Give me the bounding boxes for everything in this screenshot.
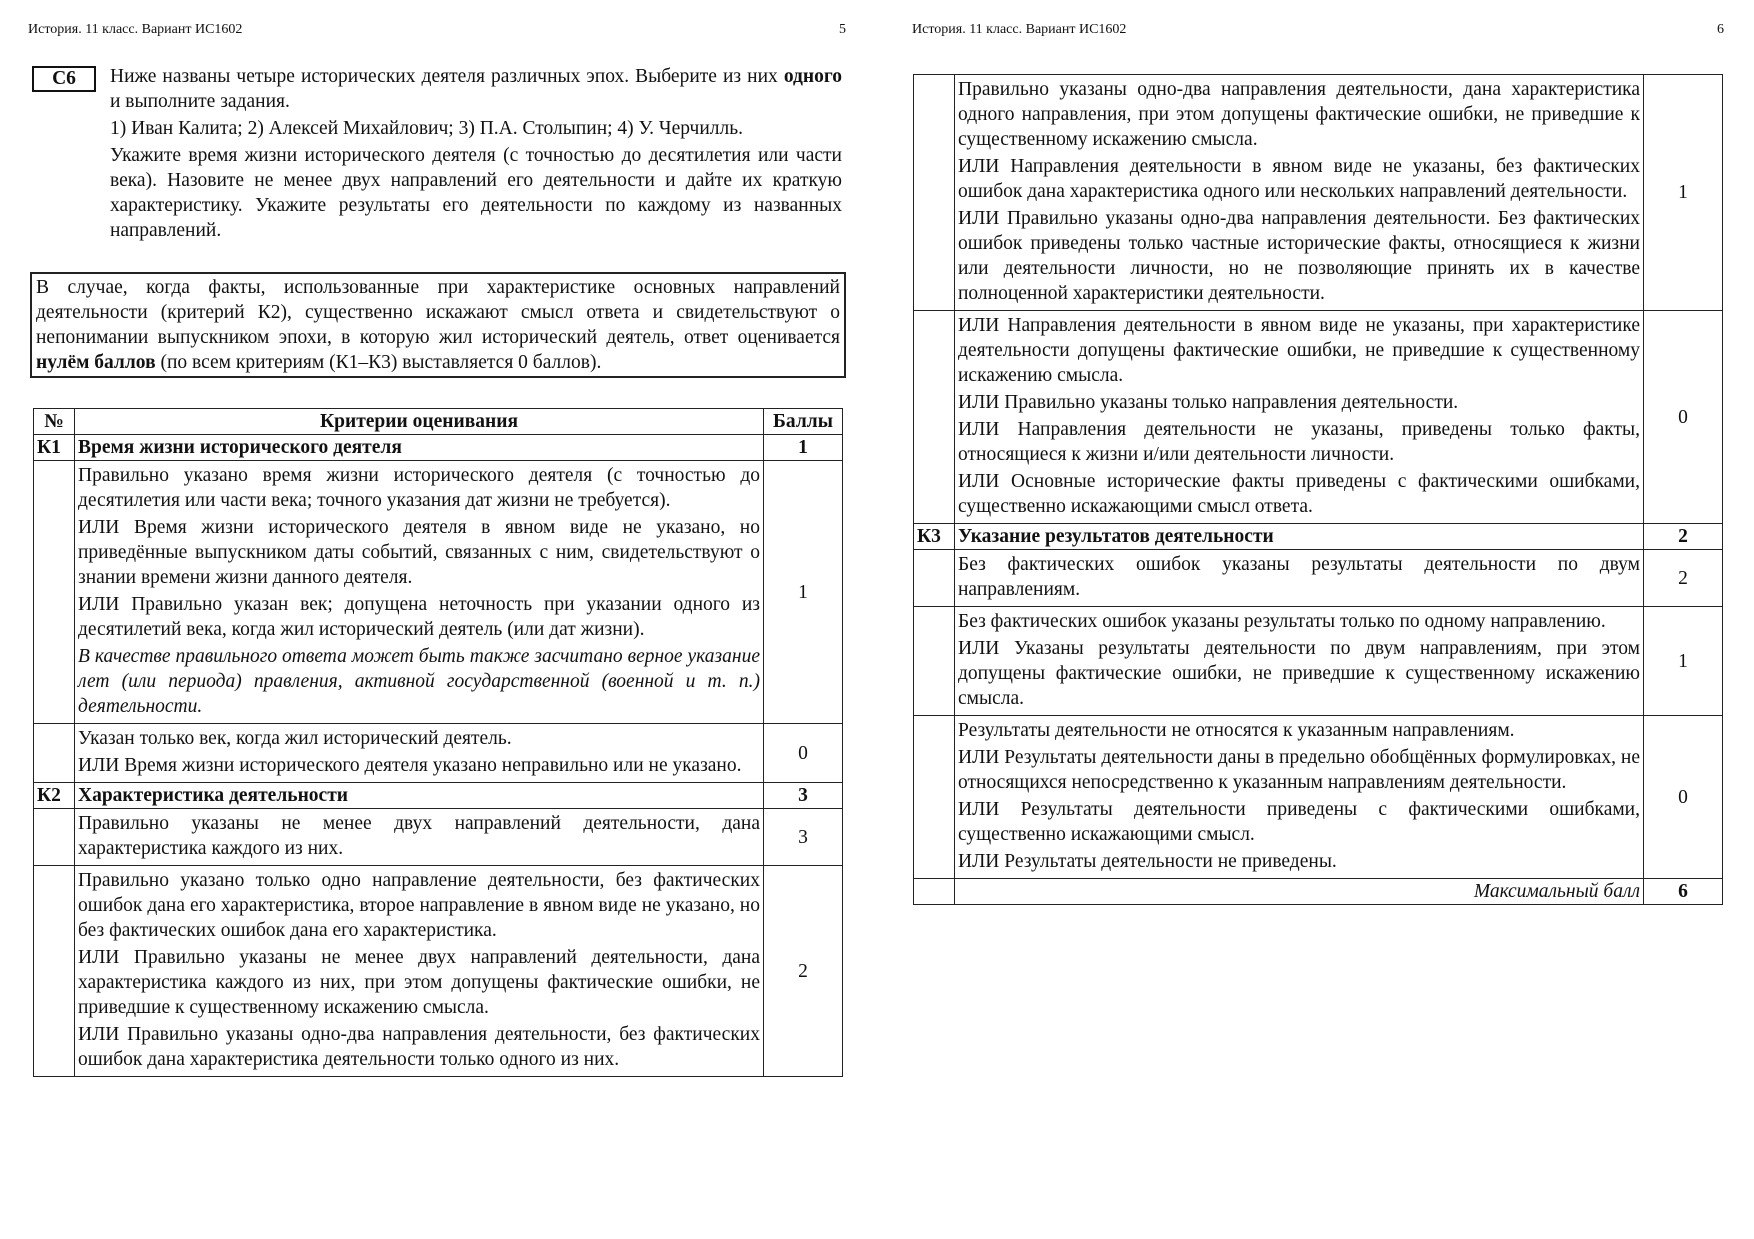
criterion-section-row — [34, 783, 843, 809]
criterion-paragraph: Правильно указаны одно-два направления деятельности, дана характеристика одного направления, при этом допущены фактические ошибки, не приведшие к существенному искажению смысла. — [958, 79, 1640, 150]
criterion-paragraph: Указан только век, когда жил исторический деятель. — [78, 728, 512, 749]
page-number: 5 — [839, 22, 846, 37]
criterion-row — [914, 716, 1723, 879]
criterion-title: Характеристика деятельности — [75, 783, 764, 809]
criterion-paragraph: ИЛИ Результаты деятельности даны в предельно обобщённых формулировках, не относящихся непосредственно к указанным направлениям деятельности. — [958, 747, 1640, 793]
criterion-row — [34, 809, 843, 866]
empty-cell — [914, 550, 955, 607]
criterion-code: К1 — [34, 435, 75, 461]
criterion-paragraph: ИЛИ Правильно указаны не менее двух направлений деятельности, дана характеристика каждого из них, при этом допущены фактические ошибки, не приведшие к существенному искажению смысла. — [78, 947, 760, 1018]
criterion-paragraph: Результаты деятельности не относятся к указанным направлениям. — [958, 720, 1515, 741]
criterion-max-score: 3 — [764, 783, 843, 809]
running-head-title: История. 11 класс. Вариант ИС1602 — [912, 22, 1127, 37]
criterion-title: Указание результатов деятельности — [955, 524, 1644, 550]
criteria-table — [33, 408, 843, 1077]
running-head-title: История. 11 класс. Вариант ИС1602 — [28, 22, 243, 37]
empty-cell — [34, 724, 75, 783]
col-score-header: Баллы — [764, 409, 843, 435]
criterion-section-row — [914, 524, 1723, 550]
max-score-label: Максимальный балл — [955, 879, 1644, 905]
criterion-description — [955, 550, 1644, 607]
running-head — [912, 22, 1724, 38]
criterion-score: 1 — [764, 461, 843, 724]
criterion-description — [955, 311, 1644, 524]
criterion-row — [914, 607, 1723, 716]
criterion-section-row — [34, 435, 843, 461]
criterion-paragraph: ИЛИ Время жизни исторического деятеля в явном виде не указано, но приведённые выпускником даты событий, связанных с ним, свидетельствуют о знании времени жизни данного деятеля. — [78, 517, 760, 588]
running-head — [28, 22, 846, 38]
note-text: В случае, когда факты, использованные при характеристике основных направлений деятельности (критерий К2), существенно искажают смысл ответа и свидетельствуют о непонимании выпускником эпохи, в которую жил исторический деятель, ответ оценивается — [36, 277, 840, 348]
empty-cell — [914, 716, 955, 879]
empty-cell — [34, 461, 75, 724]
criterion-paragraph: Без фактических ошибок указаны результаты деятельности по двум направлениям. — [958, 554, 1640, 600]
criterion-paragraph: ИЛИ Правильно указаны только направления деятельности. — [958, 392, 1459, 413]
criterion-code: К2 — [34, 783, 75, 809]
criterion-score: 3 — [764, 809, 843, 866]
note-bold: нулём баллов — [36, 352, 156, 373]
task-code: С6 — [32, 66, 96, 92]
criterion-score: 2 — [1644, 550, 1723, 607]
criterion-paragraph: ИЛИ Результаты деятельности не приведены. — [958, 851, 1337, 872]
criterion-row — [34, 461, 843, 724]
criterion-code: К3 — [914, 524, 955, 550]
empty-cell — [914, 607, 955, 716]
criterion-row — [914, 311, 1723, 524]
criterion-paragraph: Правильно указаны не менее двух направлений деятельности, дана характеристика каждого из них. — [78, 813, 760, 859]
criterion-row — [914, 550, 1723, 607]
criterion-row — [914, 75, 1723, 311]
criterion-paragraph: ИЛИ Правильно указаны одно-два направления деятельности, без фактических ошибок дана характеристика деятельности только одного из них. — [78, 1024, 760, 1070]
page-number: 6 — [1717, 22, 1724, 37]
criterion-score: 0 — [1644, 311, 1723, 524]
criterion-paragraph: Правильно указано время жизни исторического деятеля (с точностью до десятилетия или части века; точного указания дат жизни не требуется). — [78, 465, 760, 511]
task-instructions: Укажите время жизни исторического деятеля (с точностью до десятилетия или части века). Назовите не менее двух направлений его деятельности и дайте их краткую характеристику. Укажите результаты его деятельности по каждому из названных направлений. — [110, 145, 842, 241]
criterion-description — [75, 866, 764, 1077]
criterion-paragraph: ИЛИ Направления деятельности в явном виде не указаны, без фактических ошибок дана характеристика одного или нескольких направлений деятельности. — [958, 156, 1640, 202]
criterion-row — [34, 724, 843, 783]
criterion-paragraph: ИЛИ Правильно указаны одно-два направления деятельности. Без фактических ошибок приведены только частные исторические факты, относящиеся к жизни или деятельности личности, но не позволяющие принять их в качестве полноценной характеристики деятельности. — [958, 208, 1640, 304]
criterion-description — [955, 607, 1644, 716]
criterion-max-score: 1 — [764, 435, 843, 461]
criterion-paragraph: ИЛИ Основные исторические факты приведены с фактическими ошибками, существенно искажающими смысл ответа. — [958, 471, 1640, 517]
criterion-description — [955, 716, 1644, 879]
task-intro-text-end: и выполните задания. — [110, 91, 290, 112]
criterion-paragraph: ИЛИ Результаты деятельности приведены с фактическими ошибками, существенно искажающими смысл. — [958, 799, 1640, 845]
criterion-title: Время жизни исторического деятеля — [75, 435, 764, 461]
criteria-table-continued — [913, 74, 1723, 905]
criterion-score: 1 — [1644, 607, 1723, 716]
criterion-paragraph: ИЛИ Время жизни исторического деятеля указано неправильно или не указано. — [78, 755, 742, 776]
criterion-max-score: 2 — [1644, 524, 1723, 550]
scoring-note — [30, 272, 846, 378]
task-intro-bold: одного — [783, 66, 842, 87]
criterion-paragraph: Без фактических ошибок указаны результаты только по одному направлению. — [958, 611, 1606, 632]
criterion-paragraph: ИЛИ Направления деятельности в явном виде не указаны, при характеристике деятельности допущены фактические ошибки, не приведшие к существенному искажению смысла. — [958, 315, 1640, 386]
criterion-paragraph: ИЛИ Направления деятельности не указаны, приведены только факты, относящиеся к жизни и/или деятельности личности. — [958, 419, 1640, 465]
empty-cell — [34, 866, 75, 1077]
max-score-row — [914, 879, 1723, 905]
criterion-score: 0 — [764, 724, 843, 783]
empty-cell — [914, 879, 955, 905]
empty-cell — [914, 75, 955, 311]
col-number-header: № — [34, 409, 75, 435]
task-c6 — [32, 64, 842, 245]
criterion-score: 2 — [764, 866, 843, 1077]
empty-cell — [34, 809, 75, 866]
task-intro-text: Ниже названы четыре исторических деятеля различных эпох. Выберите из них — [110, 66, 784, 87]
criterion-paragraph: ИЛИ Указаны результаты деятельности по двум направлениям, при этом допущены фактические ошибки, не приведшие к существенному искажению смысла. — [958, 638, 1640, 709]
col-criteria-header: Критерии оценивания — [75, 409, 764, 435]
criterion-description — [75, 809, 764, 866]
empty-cell — [914, 311, 955, 524]
note-text-end: (по всем критериям (К1–К3) выставляется 0 баллов). — [155, 352, 602, 373]
criterion-row — [34, 866, 843, 1077]
criterion-description — [75, 724, 764, 783]
criterion-score: 0 — [1644, 716, 1723, 879]
task-intro — [110, 64, 842, 114]
criterion-score: 1 — [1644, 75, 1723, 311]
max-score-value: 6 — [1644, 879, 1723, 905]
criterion-paragraph: ИЛИ Правильно указан век; допущена неточность при указании одного из десятилетий века, когда жил исторический деятель (или дат жизни). — [78, 594, 760, 640]
criterion-paragraph: Правильно указано только одно направление деятельности, без фактических ошибок дана его характеристика, второе направление в явном виде не указано, но без фактических ошибок дана его характеристика. — [78, 870, 760, 941]
task-list: 1) Иван Калита; 2) Алексей Михайлович; 3) П.А. Столыпин; 4) У. Черчилль. — [110, 118, 743, 139]
criterion-description — [955, 75, 1644, 311]
criterion-paragraph: В качестве правильного ответа может быть также засчитано верное указание лет (или периода) правления, активной государственной (военной и т. п.) деятельности. — [78, 646, 760, 717]
criterion-description — [75, 461, 764, 724]
